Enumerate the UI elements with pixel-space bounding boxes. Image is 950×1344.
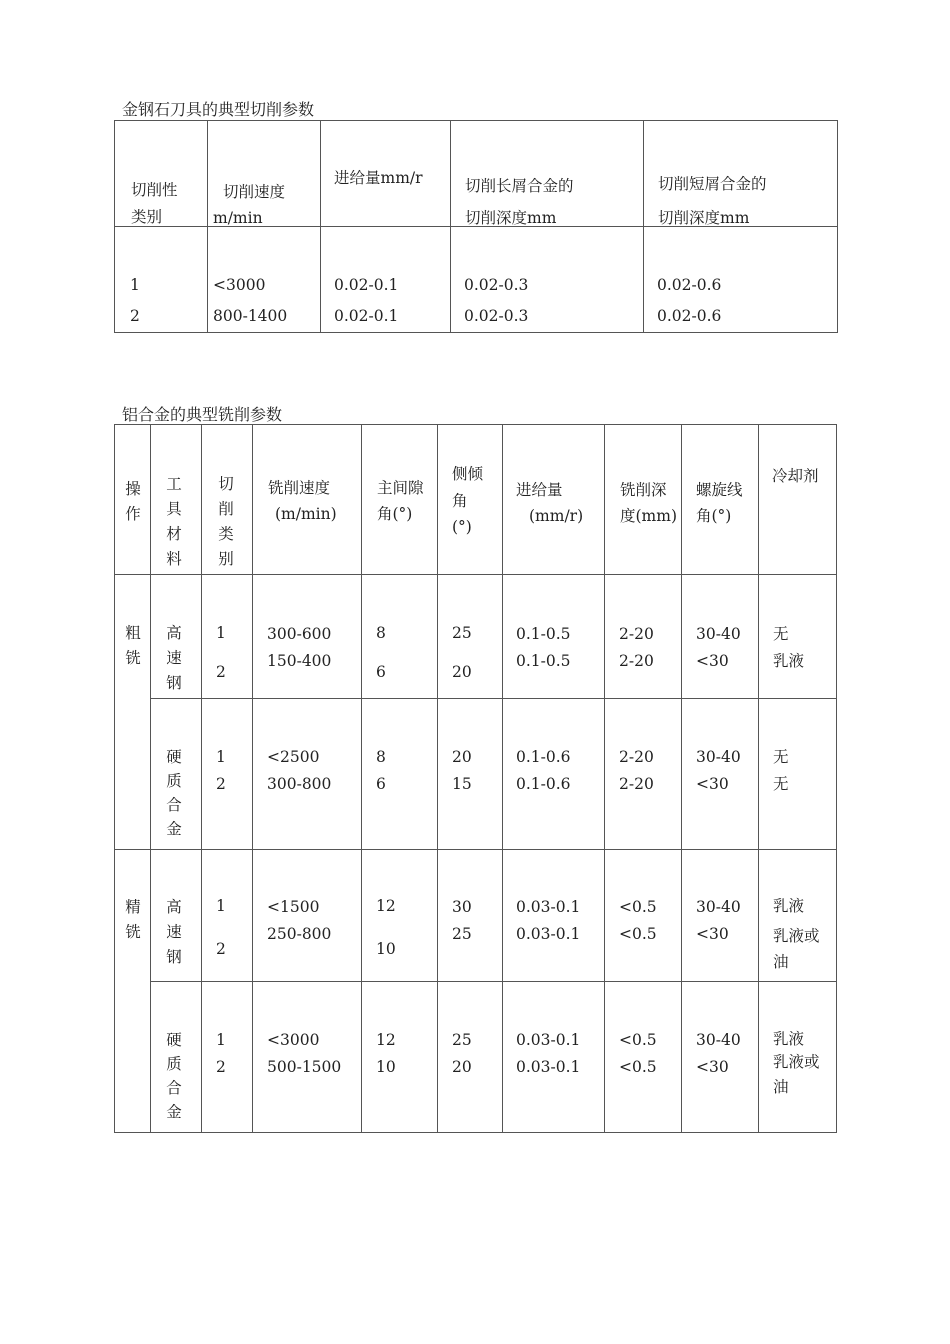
header-cell — [682, 425, 759, 575]
feed-2: 0.1-0.5 — [516, 652, 571, 670]
header-rake-line1: 侧倾 — [452, 465, 484, 483]
table-cell — [151, 699, 202, 850]
table-cell — [253, 575, 362, 699]
header-rake-line3: (°) — [452, 518, 472, 536]
table-cell — [605, 699, 682, 850]
table-cell — [202, 850, 253, 982]
table-cell — [682, 575, 759, 699]
rake-2: 20 — [452, 663, 472, 681]
table-cell — [362, 850, 438, 982]
table-cell — [362, 699, 438, 850]
speed-1: <2500 — [267, 748, 320, 766]
coolant-3: 油 — [773, 953, 789, 971]
table-row — [115, 982, 837, 1133]
speed-1: <1500 — [267, 898, 320, 916]
table-cell — [503, 850, 605, 982]
table-cell — [503, 575, 605, 699]
table-cell — [605, 982, 682, 1133]
op-cell — [115, 575, 151, 850]
coolant-2: 乳液 — [773, 652, 805, 670]
cut-2: 2 — [216, 1058, 226, 1076]
helix-2: <30 — [696, 925, 729, 943]
table-cell — [253, 850, 362, 982]
table-cell — [644, 227, 838, 333]
table-cell — [451, 227, 644, 333]
header-cell — [451, 121, 644, 227]
header-cell — [151, 425, 202, 575]
table-cell — [759, 982, 837, 1133]
table-cell — [438, 982, 503, 1133]
header-depth-line2: 度(mm) — [620, 507, 677, 525]
clearance-2: 10 — [376, 940, 396, 958]
header-short-line1: 切削短屑合金的 — [658, 175, 767, 193]
header-clearance-line1: 主间隙 — [377, 479, 424, 497]
coolant-1: 乳液 — [773, 1030, 805, 1048]
header-op: 操作 — [125, 480, 141, 523]
header-material: 工具材料 — [166, 475, 182, 568]
cut-1: 1 — [216, 897, 226, 915]
feed-2: 0.03-0.1 — [516, 925, 581, 943]
header-speed-line2: (m/min) — [275, 505, 337, 523]
table-cell — [503, 699, 605, 850]
table-cell — [438, 699, 503, 850]
speed-2: 500-1500 — [267, 1058, 342, 1076]
table1-title: 金钢石刀具的典型切削参数 — [122, 100, 315, 119]
material: 高速钢 — [166, 898, 182, 966]
header-cell — [503, 425, 605, 575]
table-cell — [759, 850, 837, 982]
helix-2: <30 — [696, 652, 729, 670]
table-cell — [321, 227, 451, 333]
table-cell — [438, 575, 503, 699]
coolant-1: 无 — [773, 748, 789, 766]
helix-2: <30 — [696, 775, 729, 793]
helix-1: 30-40 — [696, 625, 741, 643]
coolant-2: 乳液或 — [773, 1053, 820, 1071]
clearance-1: 12 — [376, 1031, 396, 1049]
material: 硬质合金 — [166, 1031, 182, 1121]
clearance-1: 8 — [376, 748, 386, 766]
depth-2: 2-20 — [619, 652, 654, 670]
header-cell — [644, 121, 838, 227]
table-cell — [151, 982, 202, 1133]
rake-2: 20 — [452, 1058, 472, 1076]
clearance-1: 12 — [376, 897, 396, 915]
table-cell — [362, 575, 438, 699]
speed-2: 150-400 — [267, 652, 332, 670]
table-cell — [253, 699, 362, 850]
table-cell — [115, 227, 208, 333]
header-helix-line1: 螺旋线 — [696, 481, 743, 499]
table-cell — [682, 699, 759, 850]
header-type-line2: 类别 — [131, 208, 163, 226]
rake-1: 20 — [452, 748, 472, 766]
feed-2: 0.1-0.6 — [516, 775, 571, 793]
table-cell — [438, 850, 503, 982]
header-cell — [438, 425, 503, 575]
coolant-3: 油 — [773, 1078, 789, 1096]
depth-2: <0.5 — [619, 1058, 657, 1076]
diamond-tool-table — [114, 120, 838, 333]
table-row — [115, 850, 837, 982]
row1-type: 1 — [130, 276, 140, 294]
row1-long: 0.02-0.3 — [464, 276, 529, 294]
row2-short: 0.02-0.6 — [657, 307, 722, 325]
table-cell — [503, 982, 605, 1133]
feed-1: 0.03-0.1 — [516, 898, 581, 916]
rake-1: 30 — [452, 898, 472, 916]
table-row — [115, 575, 837, 699]
table-cell — [362, 982, 438, 1133]
rake-2: 15 — [452, 775, 472, 793]
cut-1: 1 — [216, 1031, 226, 1049]
header-cell — [202, 425, 253, 575]
table-cell — [202, 699, 253, 850]
table-cell — [151, 575, 202, 699]
cut-2: 2 — [216, 775, 226, 793]
rake-2: 25 — [452, 925, 472, 943]
speed-2: 300-800 — [267, 775, 332, 793]
header-cell — [253, 425, 362, 575]
clearance-1: 8 — [376, 624, 386, 642]
header-depth-line1: 铣削深 — [620, 481, 667, 499]
group2-op: 精铣 — [125, 898, 141, 941]
table-cell — [253, 982, 362, 1133]
table-cell — [682, 982, 759, 1133]
material: 硬质合金 — [166, 748, 182, 838]
header-short-line2: 切削深度mm — [658, 209, 750, 227]
header-cell — [115, 121, 208, 227]
table-cell — [202, 575, 253, 699]
aluminum-milling-table — [114, 424, 837, 1133]
header-speed-line2: m/min — [213, 209, 263, 227]
table-row — [115, 227, 838, 333]
table-header-row — [115, 425, 837, 575]
header-cell — [362, 425, 438, 575]
table2-title: 铝合金的典型铣削参数 — [122, 405, 283, 424]
table-cell — [208, 227, 321, 333]
row1-speed: <3000 — [213, 276, 266, 294]
depth-2: <0.5 — [619, 925, 657, 943]
header-feed-line1: 进给量 — [516, 481, 563, 499]
table-cell — [151, 850, 202, 982]
table-header-row — [115, 121, 838, 227]
feed-1: 0.1-0.5 — [516, 625, 571, 643]
speed-1: <3000 — [267, 1031, 320, 1049]
table-cell — [759, 699, 837, 850]
cut-1: 1 — [216, 624, 226, 642]
header-feed-line2: (mm/r) — [529, 507, 584, 525]
rake-1: 25 — [452, 624, 472, 642]
row1-short: 0.02-0.6 — [657, 276, 722, 294]
row2-type: 2 — [130, 307, 140, 325]
header-clearance-line2: 角(°) — [377, 505, 413, 523]
rake-1: 25 — [452, 1031, 472, 1049]
row2-feed: 0.02-0.1 — [334, 307, 399, 325]
speed-1: 300-600 — [267, 625, 332, 643]
feed-1: 0.1-0.6 — [516, 748, 571, 766]
row2-long: 0.02-0.3 — [464, 307, 529, 325]
table-cell — [759, 575, 837, 699]
header-cell — [605, 425, 682, 575]
header-feed: 进给量mm/r — [334, 169, 423, 187]
depth-1: <0.5 — [619, 898, 657, 916]
header-helix-line2: 角(°) — [696, 507, 732, 525]
feed-2: 0.03-0.1 — [516, 1058, 581, 1076]
coolant-1: 无 — [773, 625, 789, 643]
material: 高速钢 — [166, 624, 182, 692]
helix-1: 30-40 — [696, 1031, 741, 1049]
feed-1: 0.03-0.1 — [516, 1031, 581, 1049]
header-speed-line1: 铣削速度 — [268, 479, 331, 497]
header-cut-type: 切削类别 — [218, 475, 234, 568]
table-cell — [605, 575, 682, 699]
coolant-1: 乳液 — [773, 897, 805, 915]
op-cell — [115, 850, 151, 1133]
clearance-2: 6 — [376, 775, 386, 793]
helix-1: 30-40 — [696, 898, 741, 916]
row1-feed: 0.02-0.1 — [334, 276, 399, 294]
cut-2: 2 — [216, 940, 226, 958]
group1-op: 粗铣 — [125, 624, 141, 667]
header-cell — [208, 121, 321, 227]
header-speed-line1: 切削速度 — [223, 183, 286, 201]
header-cell — [759, 425, 837, 575]
helix-2: <30 — [696, 1058, 729, 1076]
coolant-2: 乳液或 — [773, 927, 820, 945]
clearance-2: 6 — [376, 663, 386, 681]
depth-2: 2-20 — [619, 775, 654, 793]
cut-1: 1 — [216, 748, 226, 766]
depth-1: 2-20 — [619, 625, 654, 643]
header-rake-line2: 角 — [452, 492, 468, 510]
cut-2: 2 — [216, 663, 226, 681]
speed-2: 250-800 — [267, 925, 332, 943]
header-coolant: 冷却剂 — [772, 467, 819, 485]
header-long-line2: 切削深度mm — [465, 209, 557, 227]
table-row — [115, 699, 837, 850]
coolant-2: 无 — [773, 775, 789, 793]
header-type-line1: 切削性 — [131, 181, 178, 199]
row2-speed: 800-1400 — [213, 307, 288, 325]
helix-1: 30-40 — [696, 748, 741, 766]
header-cell — [115, 425, 151, 575]
clearance-2: 10 — [376, 1058, 396, 1076]
table-cell — [202, 982, 253, 1133]
depth-1: <0.5 — [619, 1031, 657, 1049]
header-long-line1: 切削长屑合金的 — [465, 177, 574, 195]
depth-1: 2-20 — [619, 748, 654, 766]
header-cell — [321, 121, 451, 227]
table-cell — [605, 850, 682, 982]
table-cell — [682, 850, 759, 982]
